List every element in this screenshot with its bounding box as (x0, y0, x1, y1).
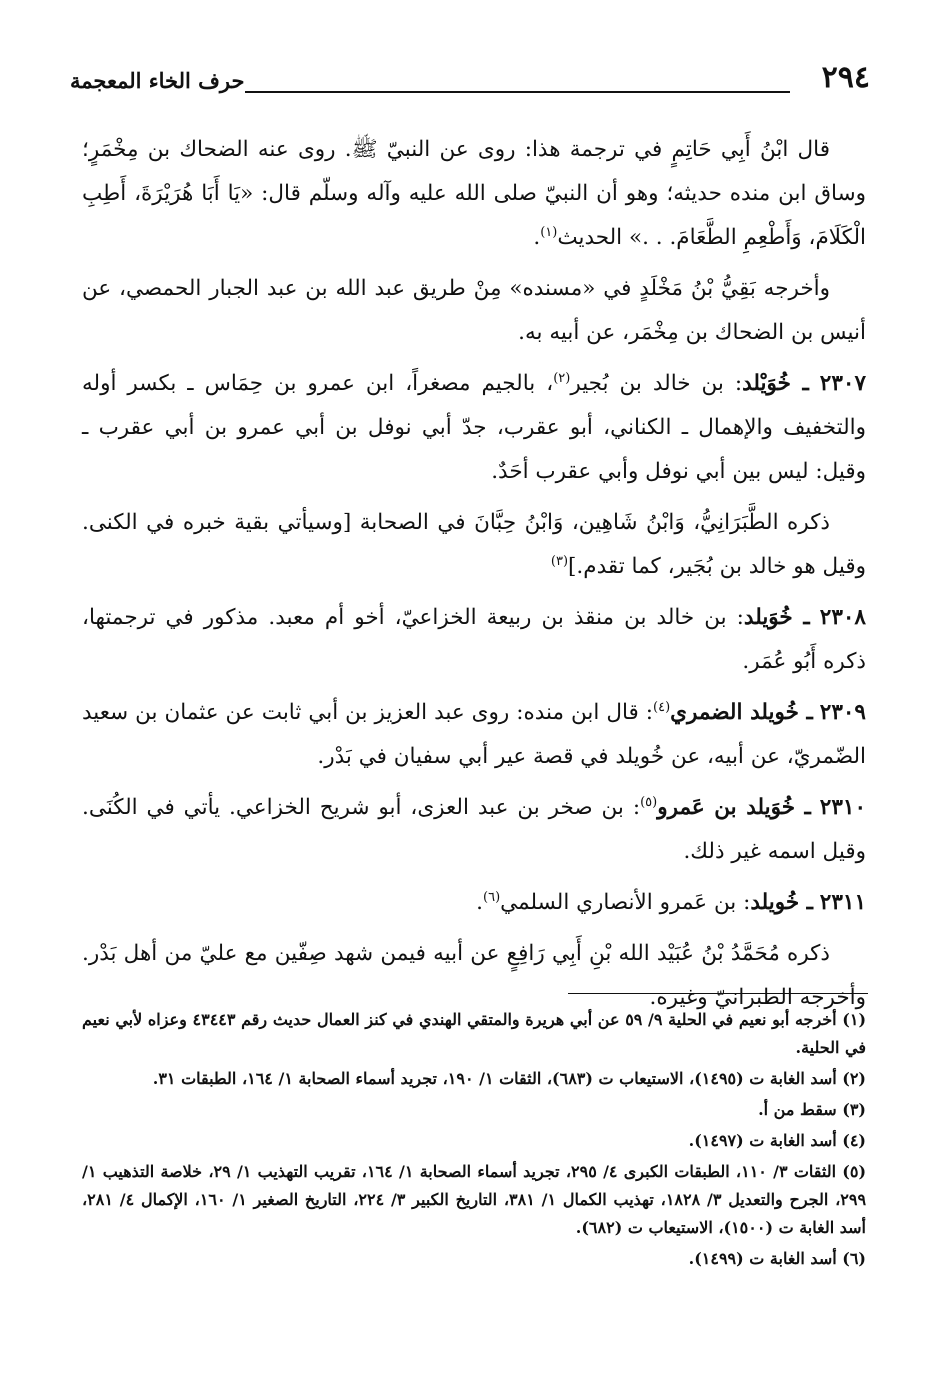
paragraph-ibn-abi-rafi: ذكره مُحَمَّدُ بْنُ عُبَيْد الله بْنِ أَبِي رَافِعٍ عن أبيه فيمن شهد صِفّين مع عليّ من أهل بَدْر. وأخرجه الطبرانيّ وغيره. (82, 941, 866, 1010)
paragraph-tabarani (82, 501, 866, 589)
header-rule (245, 91, 790, 93)
entry-2309 (82, 691, 866, 779)
footnote-separator (568, 993, 868, 994)
page-number: ٢٩٤ (821, 60, 870, 95)
footnote-1: (١) أخرجه أبو نعيم في الحلية ٩/ ٥٩ عن أبي هريرة والمتقي الهندي في كنز العمال حديث رقم ٤٣٤٤٣ وعزاه لأبي نعيم في الحلية. (82, 1010, 867, 1057)
footnotes (82, 1006, 866, 1276)
entry-number: ٢٣١١ (819, 890, 866, 915)
entry-number: ٢٣٠٨ (819, 605, 866, 630)
footnote-ref: (٦) (483, 889, 501, 905)
paragraph-text: ذكره الطَّبَرَانِيُّ، وَابْنُ شَاهِين، وَابْنُ حِبَّانَ في الصحابة [وسيأتي بقية خبره في الكنى. وقيل هو خالد بن بُجَير، كما تقدم.] (82, 510, 866, 579)
entry-text: : بن صخر بن عبد العزى، أبو شريح الخزاعي. يأتي في الكُنَى. وقيل اسمه غير ذلك. (82, 795, 866, 864)
entry-2310 (82, 786, 866, 874)
entry-2311 (82, 881, 866, 925)
page-header (70, 60, 870, 104)
entry-number: ٢٣١٠ (819, 795, 866, 820)
footnote-2: (٢) أسد الغابة ت (١٤٩٥)، الاستيعاب ت (٦٨٣)، الثقات ١/ ١٩٠، تجريد أسماء الصحابة ١/ ١٦٤، الطبقات ٣١. (152, 1069, 866, 1088)
footnote-3: (٣) سقط من أ. (758, 1100, 866, 1119)
footnote-ref: (١) (540, 224, 558, 240)
footnote-4: (٤) أسد الغابة ت (١٤٩٧). (688, 1131, 866, 1150)
entry-text: : قال ابن منده: روى عبد العزيز بن أبي ثابت عن عثمان بن سعيد الضّمريّ، عن أبيه، عن خُويلد في قصة عير أبي سفيان في بَدْر. (82, 700, 866, 769)
entry-2308 (82, 596, 866, 684)
chapter-title: حرف الخاء المعجمة (70, 68, 245, 93)
footnote-ref: (٢) (553, 370, 571, 386)
main-text (82, 128, 866, 1027)
entry-name: ـ خُوَيلد (743, 605, 810, 630)
paragraph-baqi-ibn-makhlad: وأخرجه بَقِيُّ بْنُ مَخْلَدٍ في «مسنده» مِنْ طريق عبد الله بن عبد الجبار الحمصي، عن أنيس بن الضحاك بن مِخْمَر، عن أبيه به. (82, 276, 866, 345)
entry-name: ـ خُويلد الضمري (670, 700, 813, 725)
footnote-ref: (٣) (550, 553, 569, 569)
entry-text: : بن خالد بن منقذ بن ربيعة الخزاعيّ، أخو أم معبد. مذكور في ترجمتها، ذكره أَبُو عُمَر. (82, 605, 866, 674)
entry-name: ـ خُويلد (750, 890, 813, 915)
entry-number: ٢٣٠٧ (819, 371, 866, 396)
entry-text: : بن عَمرو الأنصاري السلمي (500, 890, 751, 915)
entry-name: ـ خُوَيلد بن عَمرو (657, 795, 811, 820)
entry-end: . (476, 890, 483, 915)
footnote-6: (٦) أسد الغابة ت (١٤٩٩). (688, 1249, 866, 1268)
paragraph-ibn-abi-hatim (82, 128, 866, 260)
footnote-5: (٥) الثقات ٣/ ١١٠، الطبقات الكبرى ٤/ ٢٩٥، تجريد أسماء الصحابة ١/ ١٦٤، تقريب التهذيب ١/ ٢٩، خلاصة التذهيب ١/ ٢٩٩، الجرح والتعديل ٣/ ١٨٢٨، تهذيب الكمال ١/ ٣٨١، التاريخ الكبير ٣/ ٢٢٤، التاريخ الصغير ١/ ١٦٠، الإكمال ٤/ ٢٨١، أسد الغابة ت (١٥٠٠)، الاستيعاب ت (٦٨٢). (82, 1162, 867, 1237)
entry-number: ٢٣٠٩ (819, 700, 866, 725)
footnote-ref: (٤) (653, 699, 671, 715)
footnote-ref: (٥) (640, 794, 658, 810)
entry-name: ـ خُوَيْلد (742, 371, 809, 396)
entry-2307 (82, 362, 866, 494)
entry-text: ، بالجيم مصغراً، ابن عمرو بن حِمَاس ـ بكسر أوله والتخفيف والإهمال ـ الكناني، أبو عقرب، جدّ أبي نوفل بن أبي عمرو بن أبي عقرب ـ وقيل: ليس بين أبي نوفل وأبي عقرب أحَدٌ. (82, 371, 866, 484)
paragraph-end: . (533, 225, 541, 250)
entry-text: : بن خالد بن بُجير (570, 371, 743, 396)
paragraph-text: قال ابْنُ أَبِي حَاتِمٍ في ترجمة هذا: روى عن النبيّ ﷺ. روى عنه الضحاك بن مِخْمَرٍ؛ وساق ابن منده حديثه؛ وهو أن النبيّ صلى الله عليه وآله وسلّم قال: «يَا أَبَا هُرَيْرَةَ، أَطِبِ الْكَلَامَ، وَأَطْعِمِ الطَّعَامَ. . .» الحديث (82, 137, 866, 250)
